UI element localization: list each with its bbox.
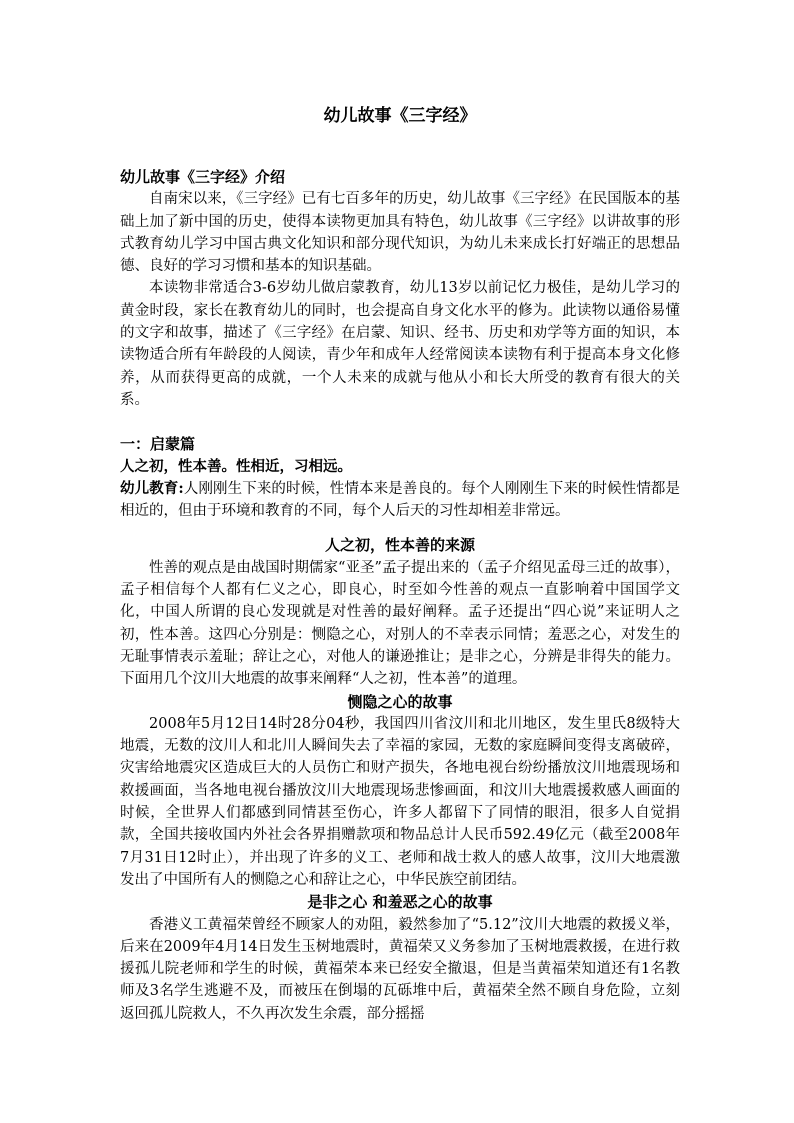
story1-heading: 恻隐之心的故事 [347, 692, 453, 711]
intro-paragraph-2: 本读物非常适合3-6岁幼儿做启蒙教育，幼儿13岁以前记忆力极佳，是幼儿学习的黄金时段，家长在教育幼儿的同时，也会提高自身文化水平的修为。此读物以通俗易懂的文字和故事，描述了《三字经》在启蒙、知识、经书、历史和劝学等方面的知识，本读物适合所有年龄段的人阅读，青少年和成年人经常阅读本读物有利于提高本身文化修养，从而获得更高的成就，一个人未来的成就与他从小和长大所受的教育有很大的关系。 [120, 280, 680, 408]
spacer [120, 522, 680, 534]
spacer [120, 411, 680, 433]
origin-heading: 人之初，性本善的来源 [324, 536, 475, 555]
intro-heading: 幼儿故事《三字经》介绍 [120, 168, 286, 186]
intro-paragraph-1: 自南宋以来，《三字经》已有七百多年的历史，幼儿故事《三字经》在民国版本的基础上加了新中国的历史，使得本读物更加具有特色，幼儿故事《三字经》以讲故事的形式教育幼儿学习中国古典文化知识和部分现代知识，为幼儿未来成长打好端正的思想品德、良好的学习习惯和基本的知识基础。 [120, 191, 680, 275]
verse-line: 人之初，性本善。性相近，习相远。 [120, 457, 352, 475]
edu-paragraph [120, 478, 680, 523]
story2-heading: 是非之心 和羞恶之心的故事 [307, 893, 493, 912]
edu-label: 幼儿教育: [120, 479, 184, 497]
origin-paragraph: 性善的观点是由战国时期儒家“亚圣”孟子提出来的（孟子介绍见孟母三迁的故事），孟子相信每个人都有仁义之心，即良心，时至如今性善的观点一直影响着中国国学文化，中国人所谓的良心发现就是对性善的最好阐释。孟子还提出“四心说”来证明人之初，性本善。这四心分别是：恻隐之心，对别人的不幸表示同情；羞恶之心，对发生的无耻事情表示羞耻；辞让之心，对他人的谦逊推让；是非之心，分辨是非得失的能力。下面用几个汶川大地震的故事来阐释“人之初，性本善”的道理。 [120, 559, 680, 688]
section-heading: 一：启蒙篇 [120, 435, 196, 454]
story1-paragraph: 2008年5月12日14时28分04秒，我国四川省汶川和北川地区，发生里氏8级特大地震，无数的汶川人和北川人瞬间失去了幸福的家园，无数的家庭瞬间变得支离破碎，灾害给地震灾区造成巨大的人员伤亡和财产损失，各地电视台纷纷播放汶川地震现场和救援画面，当各地电视台播放汶川大地震现场悲惨画面，和汶川大地震援救感人画面的时候，全世界人们都感到同情甚至伤心，许多人都留下了同情的眼泪，很多人自觉捐款，全国共接收国内外社会各界捐赠款项和物品总计人民币592.49亿元（截至2008年7月31日12时止），并出现了许多的义工、老师和战士救人的感人故事，汶川大地震激发出了中国所有人的恻隐之心和辞让之心，中华民族空前团结。 [120, 715, 680, 888]
edu-text: 人刚刚生下来的时候，性情本来是善良的。每个人刚刚生下来的时候性情都是相近的，但由于环境和教育的不同，每个人后天的习性却相差非常远。 [120, 480, 681, 520]
page-title: 幼儿故事《三字经》 [323, 106, 477, 126]
document-body [120, 104, 680, 1025]
story2-paragraph: 香港义工黄福荣曾经不顾家人的劝阻，毅然参加了“5.12”汶川大地震的救援义举，后来在2009年4月14日发生玉树地震时，黄福荣又义务参加了玉树地震救援，在进行救援孤儿院老师和学生的时候，黄福荣本来已经安全撤退，但是当黄福荣知道还有1名教师及3名学生逃避不及，而被压在倒塌的瓦砾堆中后，黄福荣全然不顾自身危险，立刻返回孤儿院救人，不久再次发生余震，部分摇摇 [120, 916, 680, 1022]
